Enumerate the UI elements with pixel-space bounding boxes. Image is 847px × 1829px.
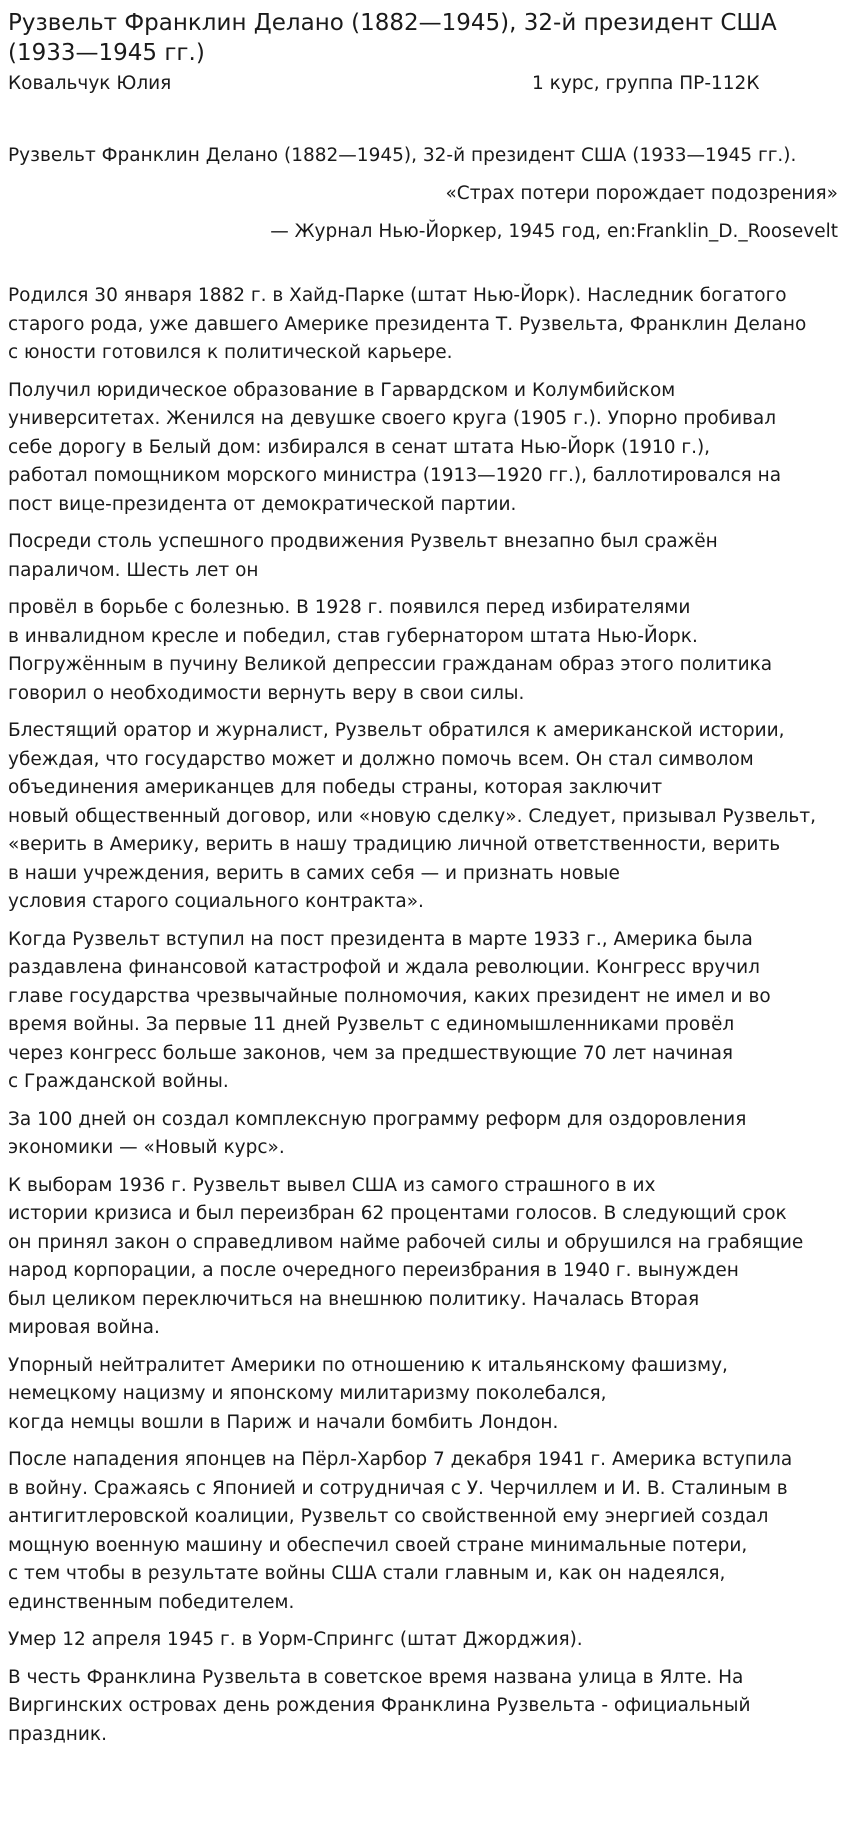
paragraph-war: После нападения японцев на Пёрл-Харбор 7 декабря 1941 г. Америка вступила в войну. Сражаясь с Японией и сотрудничая с У. Черчиллем и И. В. Сталиным в антигитлеровской коалиции, Рузвельт со свойственной ему энергией создал мощную военную машину и обеспечил своей стране минимальные потери, с тем чтобы в результате войны США стали главным и, как он надеялся, единственным победителем.: [8, 1449, 793, 1613]
paragraph-legacy: В честь Франклина Рузвельта в советское время названа улица в Ялте. На Виргинских островах день рождения Франклина Рузвельта - официальный праздник.: [8, 1666, 751, 1745]
author-line: [8, 70, 838, 98]
paragraph-education: Получил юридическое образование в Гарвардском и Колумбийском университетах. Женился на девушке своего круга (1905 г.). Упорно пробивал себе дорогу в Белый дом: избирался в сенат штата Нью-Йорк (1910 г.), работал помощником морского министра (1913—1920 гг.), баллотировался на пост вице-президента от демократической партии.: [8, 379, 782, 515]
paragraph-neutrality: Упорный нейтралитет Америки по отношению к итальянскому фашизму, немецкому нацизму и японскому милитаризму поколебался, когда немцы вошли в Париж и начали бомбить Лондон.: [8, 1354, 728, 1433]
paragraph-new-deal: За 100 дней он создал комплексную программу реформ для оздоровления экономики — «Новый курс».: [8, 1108, 747, 1158]
paragraph-reelection: К выборам 1936 г. Рузвельт вывел США из самого страшного в их истории кризиса и был переизбран 62 процентами голосов. В следующий срок он принял закон о справедливом найме рабочей силы и обрушился на грабящие народ корпорации, а после очередного переизбрания в 1940 г. вынужден был целиком переключиться на внешнюю политику. Началась Вторая мировая война.: [8, 1174, 804, 1338]
paragraph-birth: Родился 30 января 1882 г. в Хайд-Парке (штат Нью-Йорк). Наследник богатого старого рода, уже давшего Америке президента Т. Рузвельта, Франклин Делано с юности готовился к политической карьере.: [8, 285, 807, 363]
paragraph-orator: Блестящий оратор и журналист, Рузвельт обратился к американской истории, убеждая, что государство может и должно помочь всем. Он стал символом объединения американцев для победы страны, которая заключит новый общественный договор, или «новую сделку». Следует, призывал Рузвельт, «верить в Америку, верить в нашу традицию личной ответственности, верить в наши учреждения, верить в самих себя — и признать новые условия старого социального контракта».: [8, 720, 816, 912]
author-name: Ковальчук Юлия: [8, 73, 172, 94]
document-title: Рузвельт Франклин Делано (1882—1945), 32-й президент США (1933—1945 гг.): [8, 10, 777, 66]
epigraph-source: — Журнал Нью-Йоркер, 1945 год, en:Franklin_D._Roosevelt: [270, 221, 838, 242]
document-page: [8, 8, 838, 1758]
paragraph-governor: провёл в борьбе с болезнью. В 1928 г. появился перед избирателями в инвалидном кресле и победил, став губернатором штата Нью-Йорк. Погружённым в пучину Великой депрессии гражданам образ этого политика говорил о необходимости вернуть веру в свои силы.: [8, 597, 773, 704]
student-group: 1 курс, группа ПР-112К: [532, 73, 760, 94]
lead-sentence: Рузвельт Франклин Делано (1882—1945), 32-й президент США (1933—1945 гг.).: [8, 145, 797, 166]
paragraph-death: Умер 12 апреля 1945 г. в Уорм-Спрингс (штат Джорджия).: [8, 1629, 583, 1650]
article-body: [8, 282, 838, 1749]
paragraph-paralysis: Посреди столь успешного продвижения Рузвельт внезапно был сражён параличом. Шесть лет он: [8, 531, 718, 581]
paragraph-presidency: Когда Рузвельт вступил на пост президента в марте 1933 г., Америка была раздавлена финансовой катастрофой и ждала революции. Конгресс вручил главе государства чрезвычайные полномочия, каких президент не имел и во время войны. За первые 11 дней Рузвельт с единомышленниками провёл через конгресс больше законов, чем за предшествующие 70 лет начиная с Гражданской войны.: [8, 928, 771, 1092]
epigraph-quote: «Страх потери порождает подозрения»: [445, 183, 838, 204]
